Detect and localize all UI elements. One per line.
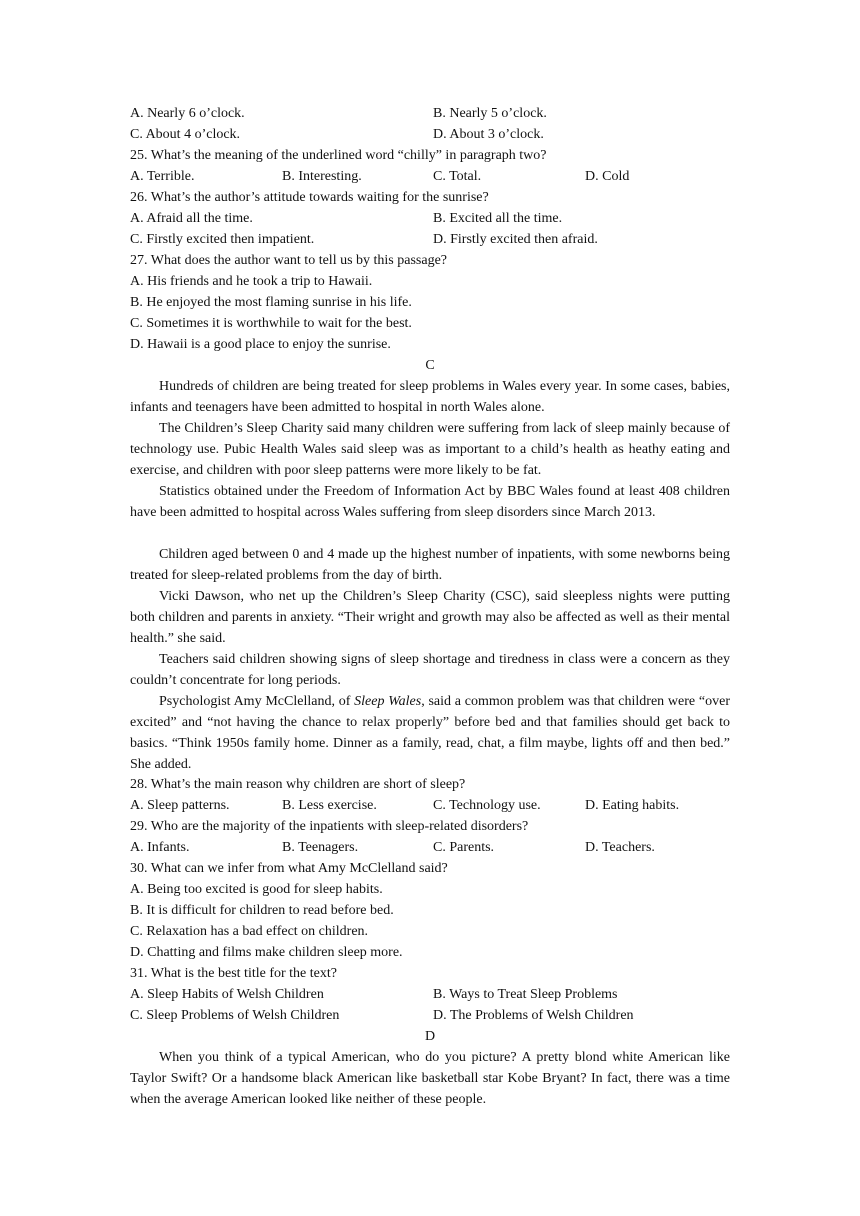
q31-option-c: C. Sleep Problems of Welsh Children [130,1008,340,1023]
q27-option-c: C. Sometimes it is worthwhile to wait for the best. [130,316,412,331]
q24-option-b: B. Nearly 5 o’clock. [433,106,547,121]
q31-stem: 31. What is the best title for the text? [130,966,337,981]
q27-option-b: B. He enjoyed the most flaming sunrise in his life. [130,295,412,310]
q25-option-c: C. Total. [433,169,482,184]
section-d-heading: D [424,1029,436,1044]
section-c-paragraph-3: Statistics obtained under the Freedom of Information Act by BBC Wales found at least 408 children have been admitted to hospital across Wales suffering from sleep disorders since March 2013. [130,484,730,520]
q29-stem: 29. Who are the majority of the inpatients with sleep-related disorders? [130,819,529,834]
q29-option-b: B. Teenagers. [282,840,359,855]
q24-option-a: A. Nearly 6 o’clock. [130,106,245,121]
q29-option-d: D. Teachers. [585,840,655,855]
q30-option-b: B. It is difficult for children to read before bed. [130,903,394,918]
q27-stem: 27. What does the author want to tell us by this passage? [130,253,448,268]
q26-option-d: D. Firstly excited then afraid. [433,232,598,247]
section-c-paragraph-2: The Children’s Sleep Charity said many children were suffering from lack of sleep mainly because of technology use. Pubic Health Wales said sleep was as important to a child’s health as heathy eating and exercise, and children with poor sleep patterns were more likely to be fat. [130,421,730,478]
q31-option-d: D. The Problems of Welsh Children [433,1008,634,1023]
section-c-paragraph-5: Vicki Dawson, who net up the Children’s Sleep Charity (CSC), said sleepless nights were putting both children and parents in anxiety. “Their wright and growth may also be affected as well as their mental health.” she said. [130,589,730,646]
section-c-paragraph-1: Hundreds of children are being treated for sleep problems in Wales every year. In some cases, babies, infants and teenagers have been admitted to hospital in north Wales alone. [130,379,730,415]
q25-stem: 25. What’s the meaning of the underlined word “chilly” in paragraph two? [130,148,547,163]
q30-option-a: A. Being too excited is good for sleep habits. [130,882,383,897]
q31-option-b: B. Ways to Treat Sleep Problems [433,987,618,1002]
paragraph-7-text-end: , said a common problem was that children were “over excited” and “not having the chance to relax properly” before bed and that families should get back to basics. “Think 1950s family home. Dinner as a family, read, chat, a film maybe, lights off and then bed.” She added. [130,694,730,772]
q28-option-b: B. Less exercise. [282,798,377,813]
q26-stem: 26. What’s the author’s attitude towards waiting for the sunrise? [130,190,489,205]
q24-option-c: C. About 4 o’clock. [130,127,241,142]
q28-option-d: D. Eating habits. [585,798,680,813]
q31-option-a: A. Sleep Habits of Welsh Children [130,987,324,1002]
q25-option-a: A. Terrible. [130,169,195,184]
q25-option-b: B. Interesting. [282,169,362,184]
q30-stem: 30. What can we infer from what Amy McClelland said? [130,861,448,876]
q27-option-d: D. Hawaii is a good place to enjoy the sunrise. [130,337,391,352]
q26-option-c: C. Firstly excited then impatient. [130,232,315,247]
q28-stem: 28. What’s the main reason why children are short of sleep? [130,777,466,792]
sleep-wales-name: Sleep Wales [354,694,422,709]
section-c-heading: C [425,358,435,373]
paragraph-7-text-start: Psychologist Amy McClelland, of [159,694,355,709]
q25-option-d: D. Cold [585,169,630,184]
q30-option-c: C. Relaxation has a bad effect on children. [130,924,369,939]
q30-option-d: D. Chatting and films make children sleep more. [130,945,403,960]
section-c-paragraph-4: Children aged between 0 and 4 made up the highest number of inpatients, with some newborns being treated for sleep-related problems from the day of birth. [130,547,730,583]
q29-option-c: C. Parents. [433,840,495,855]
section-c-paragraph-7 [130,691,730,775]
q28-option-a: A. Sleep patterns. [130,798,230,813]
q24-option-d: D. About 3 o’clock. [433,127,544,142]
section-c-paragraph-6: Teachers said children showing signs of sleep shortage and tiredness in class were a concern as they couldn’t concentrate for long periods. [130,652,730,688]
q29-option-a: A. Infants. [130,840,190,855]
q26-option-b: B. Excited all the time. [433,211,563,226]
q28-option-c: C. Technology use. [433,798,541,813]
q27-option-a: A. His friends and he took a trip to Hawaii. [130,274,373,289]
section-d-paragraph-1: When you think of a typical American, who do you picture? A pretty blond white American like Taylor Swift? Or a handsome black American like basketball star Kobe Bryant? In fact, there was a time when the average American looked like neither of these people. [130,1050,730,1107]
q26-option-a: A. Afraid all the time. [130,211,253,226]
